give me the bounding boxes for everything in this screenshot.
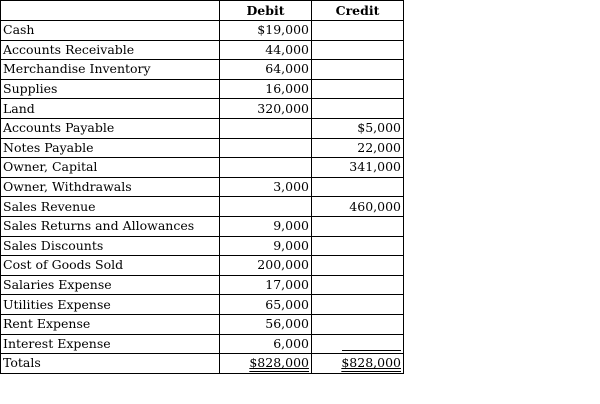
debit-column-header: Debit (220, 1, 312, 21)
table-row (1, 118, 404, 138)
account-column-header (1, 1, 220, 21)
header-row (1, 1, 404, 21)
credit-amount (312, 295, 404, 315)
debit-total: $828,000 (249, 355, 309, 371)
totals-label: Totals (1, 354, 220, 374)
debit-amount: 9,000 (220, 216, 312, 236)
totals-row (1, 354, 404, 374)
table-row (1, 236, 404, 256)
account-name: Cost of Goods Sold (1, 256, 220, 276)
account-name: Sales Discounts (1, 236, 220, 256)
account-name: Cash (1, 21, 220, 41)
account-name: Land (1, 99, 220, 119)
account-name: Accounts Payable (1, 118, 220, 138)
account-name: Interest Expense (1, 334, 220, 354)
debit-amount: 44,000 (220, 40, 312, 60)
credit-amount (312, 236, 404, 256)
account-name: Owner, Capital (1, 158, 220, 178)
credit-amount (312, 275, 404, 295)
credit-amount: $5,000 (312, 118, 404, 138)
account-name: Salaries Expense (1, 275, 220, 295)
account-name: Sales Revenue (1, 197, 220, 217)
debit-amount: 3,000 (220, 177, 312, 197)
debit-amount: 65,000 (220, 295, 312, 315)
credit-amount: 341,000 (312, 158, 404, 178)
debit-amount: 16,000 (220, 79, 312, 99)
debit-amount: 17,000 (220, 275, 312, 295)
debit-amount: 64,000 (220, 60, 312, 80)
table-row (1, 197, 404, 217)
table-row (1, 295, 404, 315)
debit-amount: 6,000 (220, 334, 312, 354)
debit-amount (220, 197, 312, 217)
credit-amount (312, 40, 404, 60)
credit-amount: 22,000 (312, 138, 404, 158)
table-row (1, 334, 404, 354)
credit-amount (312, 177, 404, 197)
debit-amount (220, 118, 312, 138)
account-name: Utilities Expense (1, 295, 220, 315)
table-row (1, 216, 404, 236)
account-name: Sales Returns and Allowances (1, 216, 220, 236)
debit-amount (220, 158, 312, 178)
debit-amount: 200,000 (220, 256, 312, 276)
credit-amount: 460,000 (312, 197, 404, 217)
table-row (1, 40, 404, 60)
credit-column-header: Credit (312, 1, 404, 21)
account-name: Notes Payable (1, 138, 220, 158)
credit-amount (312, 60, 404, 80)
debit-amount (220, 138, 312, 158)
debit-total-cell (220, 354, 312, 374)
table-row (1, 256, 404, 276)
debit-amount: $19,000 (220, 21, 312, 41)
account-name: Owner, Withdrawals (1, 177, 220, 197)
table-row (1, 79, 404, 99)
table-row (1, 21, 404, 41)
table-row (1, 138, 404, 158)
debit-amount: 56,000 (220, 314, 312, 334)
credit-amount (312, 334, 404, 354)
table-row (1, 99, 404, 119)
credit-amount (312, 314, 404, 334)
account-name: Accounts Receivable (1, 40, 220, 60)
debit-amount: 320,000 (220, 99, 312, 119)
credit-amount (312, 99, 404, 119)
table-row (1, 314, 404, 334)
account-name: Rent Expense (1, 314, 220, 334)
table-row (1, 60, 404, 80)
credit-total: $828,000 (341, 355, 401, 371)
table-row (1, 177, 404, 197)
account-name: Merchandise Inventory (1, 60, 220, 80)
credit-amount (312, 256, 404, 276)
account-name: Supplies (1, 79, 220, 99)
debit-amount: 9,000 (220, 236, 312, 256)
credit-total-cell (312, 354, 404, 374)
credit-amount (312, 79, 404, 99)
credit-amount (312, 21, 404, 41)
table-row (1, 275, 404, 295)
credit-amount (312, 216, 404, 236)
table-row (1, 158, 404, 178)
